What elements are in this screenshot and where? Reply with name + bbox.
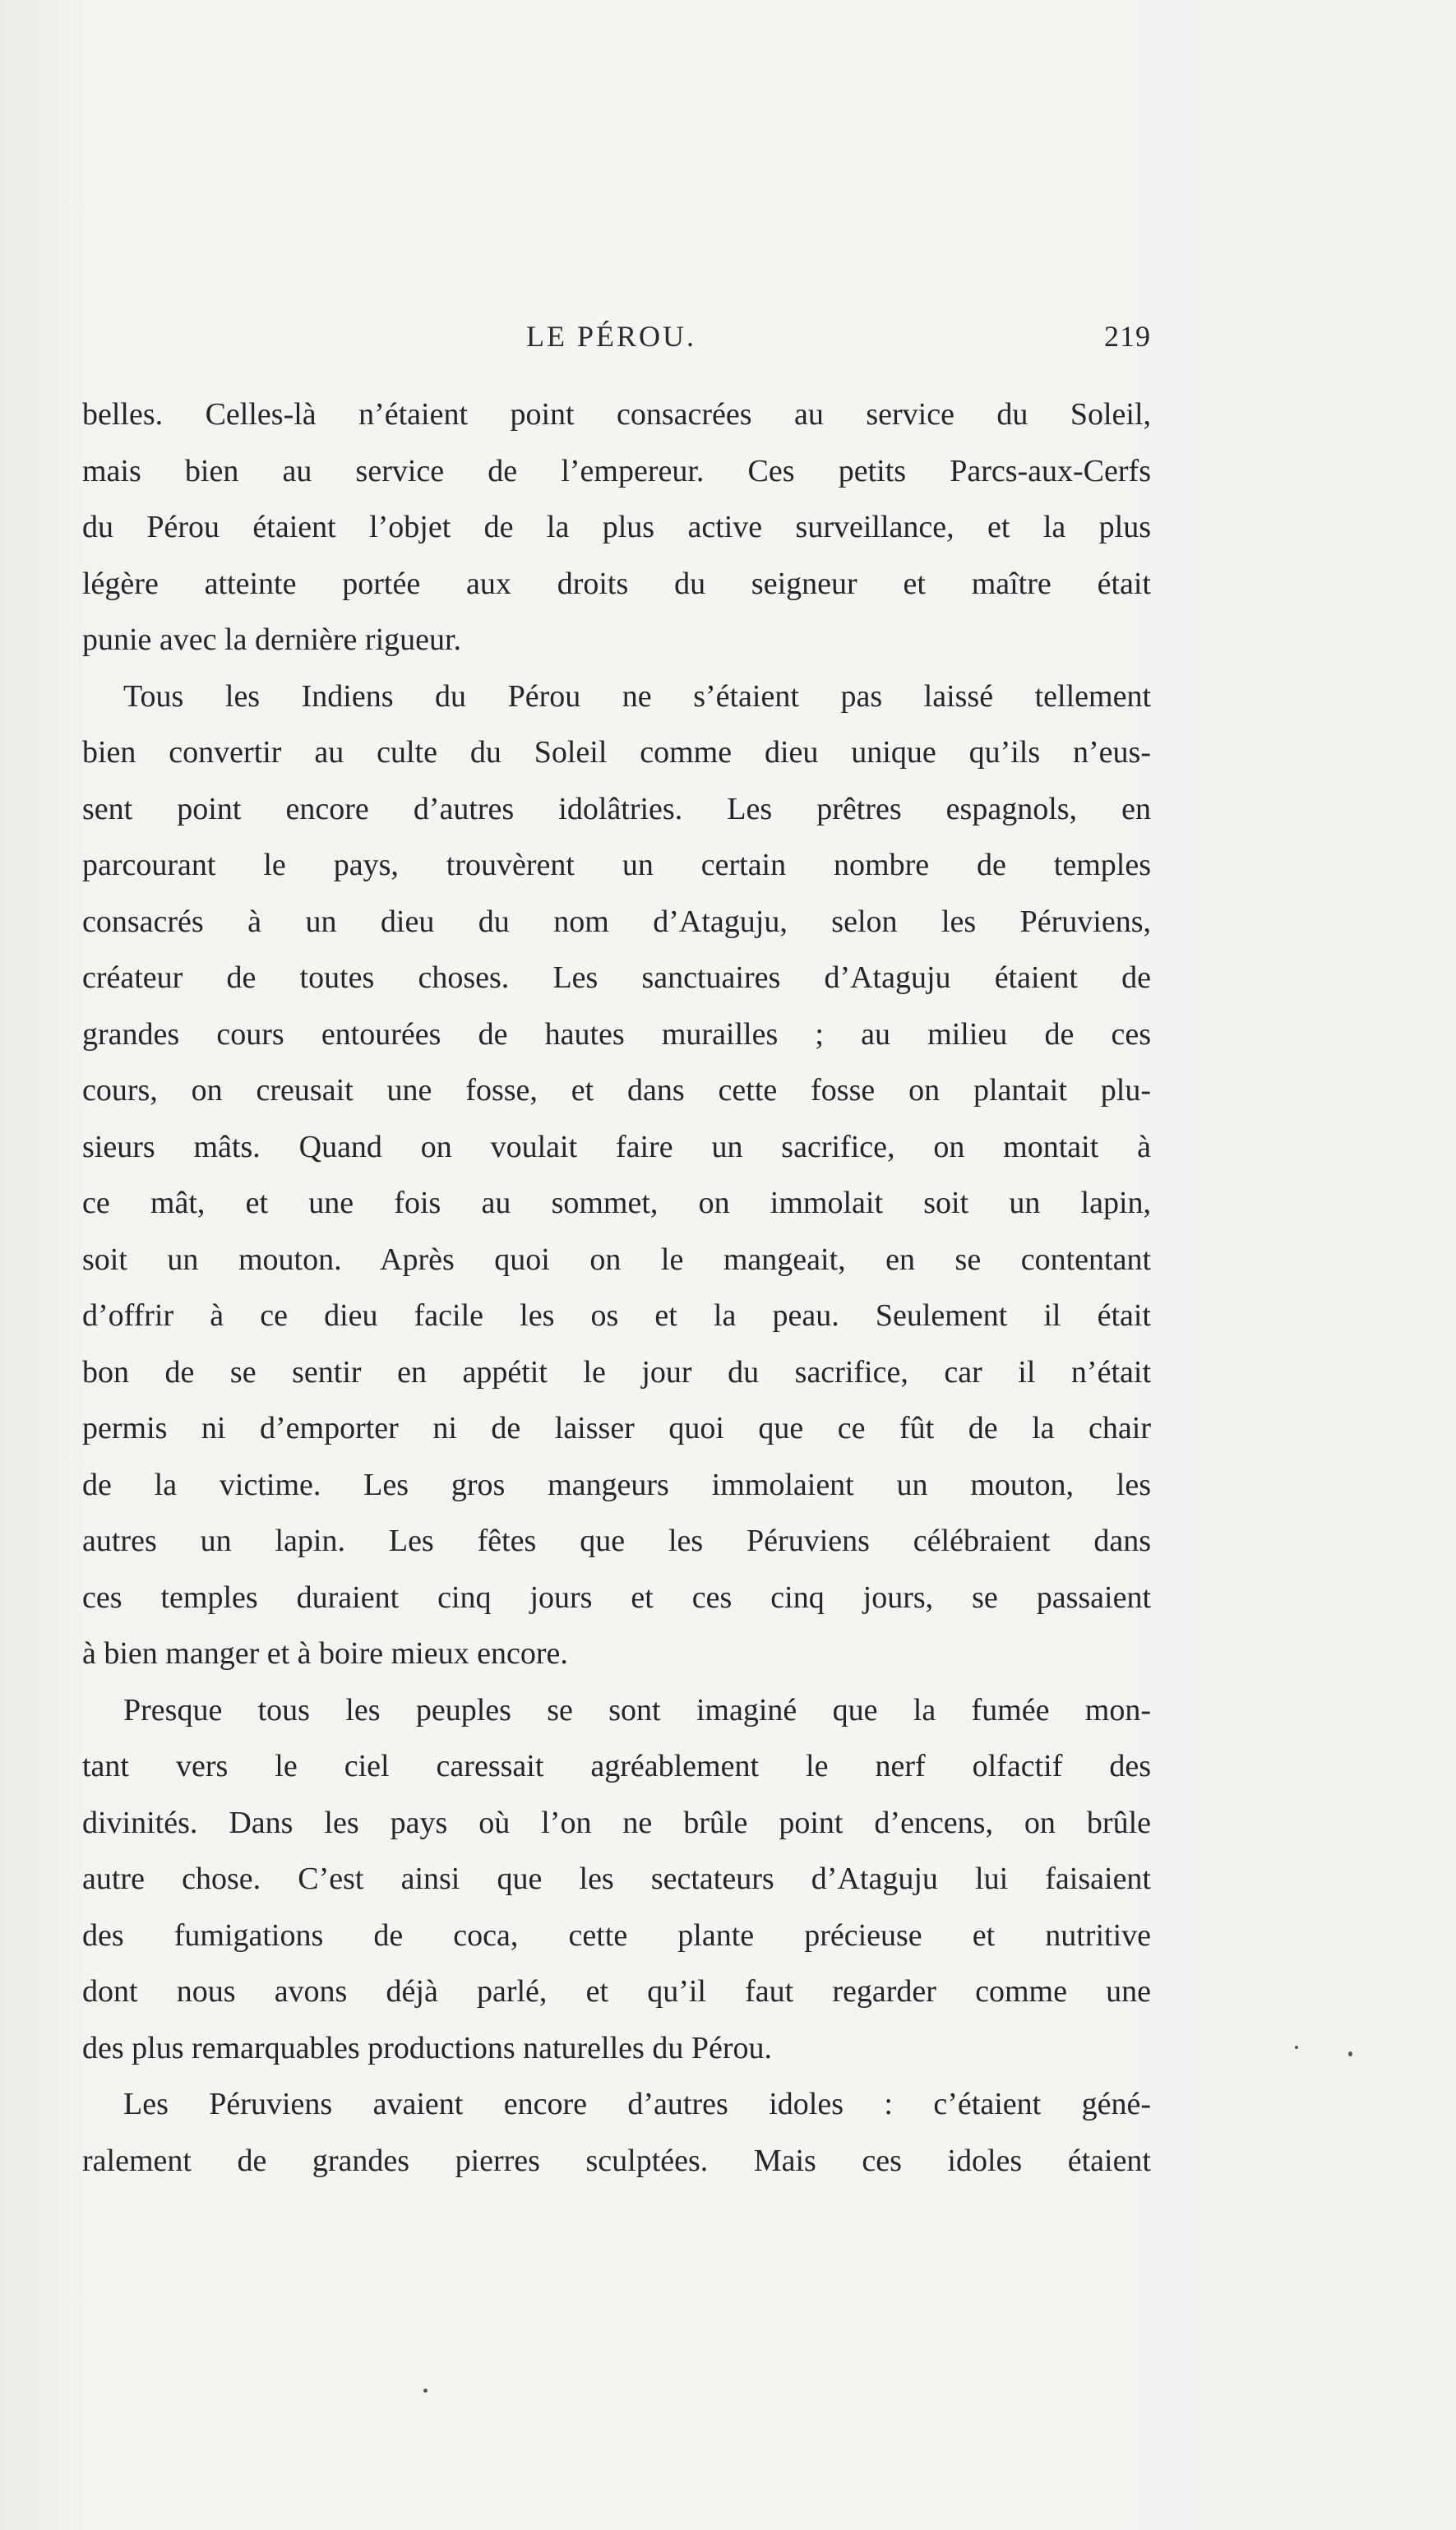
body-text (82, 386, 1151, 2189)
text-line: autres un lapin. Les fêtes que les Péruviens célébraient dans (82, 1524, 1151, 1558)
text-line: de la victime. Les gros mangeurs immolaient un mouton, les (82, 1467, 1151, 1502)
ink-speck (423, 2389, 428, 2393)
text-line: ralement de grandes pierres sculptées. Mais ces idoles étaient (82, 2143, 1151, 2178)
text-line: Presque tous les peuples se sont imaginé que la fumée mon- (123, 1692, 1151, 1728)
text-line: ces temples duraient cinq jours et ces cinq jours, se passaient (82, 1580, 1151, 1615)
text-line: bien convertir au culte du Soleil comme dieu unique qu’ils n’eus- (82, 735, 1151, 770)
text-line: mais bien au service de l’empereur. Ces petits Parcs-aux-Cerfs (82, 453, 1151, 488)
text-line: créateur de toutes choses. Les sanctuaires d’Ataguju étaient de (82, 960, 1151, 995)
text-line: autre chose. C’est ainsi que les sectateurs d’Ataguju lui faisaient (82, 1862, 1151, 1896)
text-line: sent point encore d’autres idolâtries. Les prêtres espagnols, en (82, 791, 1151, 826)
text-line: cours, on creusait une fosse, et dans cette fosse on plantait plu- (82, 1073, 1151, 1108)
ink-speck (1295, 2046, 1298, 2049)
text-line: punie avec la dernière rigueur. (82, 622, 462, 657)
text-line: des plus remarquables productions naturelles du Pérou. (82, 2030, 772, 2065)
text-line: permis ni d’emporter ni de laisser quoi que ce fût de la chair (82, 1411, 1151, 1445)
text-line: à bien manger et à boire mieux encore. (82, 1636, 568, 1671)
text-line: Les Péruviens avaient encore d’autres idoles : c’étaient géné- (123, 2087, 1151, 2121)
text-line: sieurs mâts. Quand on voulait faire un sacrifice, on montait à (82, 1129, 1151, 1164)
text-line: bon de se sentir en appétit le jour du sacrifice, car il n’était (82, 1354, 1151, 1390)
text-line: Tous les Indiens du Pérou ne s’étaient pas laissé tellement (123, 678, 1151, 714)
text-line: belles. Celles-là n’étaient point consacrées au service du Soleil, (82, 397, 1151, 432)
text-line: dont nous avons déjà parlé, et qu’il faut regarder comme une (82, 1974, 1151, 2009)
text-line: légère atteinte portée aux droits du seigneur et maître était (82, 566, 1151, 601)
text-line: parcourant le pays, trouvèrent un certain nombre de temples (82, 848, 1151, 882)
running-title: LE PÉROU. (526, 320, 696, 353)
text-line: tant vers le ciel caressait agréablement le nerf olfactif des (82, 1749, 1151, 1783)
text-line: grandes cours entourées de hautes murailles ; au milieu de ces (82, 1016, 1151, 1052)
text-line: ce mât, et une fois au sommet, on immolait soit un lapin, (82, 1186, 1151, 1220)
text-line: soit un mouton. Après quoi on le mangeait, en se contentant (82, 1242, 1151, 1277)
text-line: d’offrir à ce dieu facile les os et la peau. Seulement il était (82, 1298, 1151, 1333)
text-line: du Pérou étaient l’objet de la plus active surveillance, et la plus (82, 510, 1151, 544)
page-number: 219 (1104, 320, 1151, 353)
text-line: divinités. Dans les pays où l’on ne brûle point d’encens, on brûle (82, 1805, 1151, 1840)
text-line: consacrés à un dieu du nom d’Ataguju, selon les Péruviens, (82, 904, 1151, 939)
ink-speck (1348, 2051, 1352, 2056)
text-line: des fumigations de coca, cette plante précieuse et nutritive (82, 1917, 1151, 1953)
page-header (82, 319, 1151, 368)
